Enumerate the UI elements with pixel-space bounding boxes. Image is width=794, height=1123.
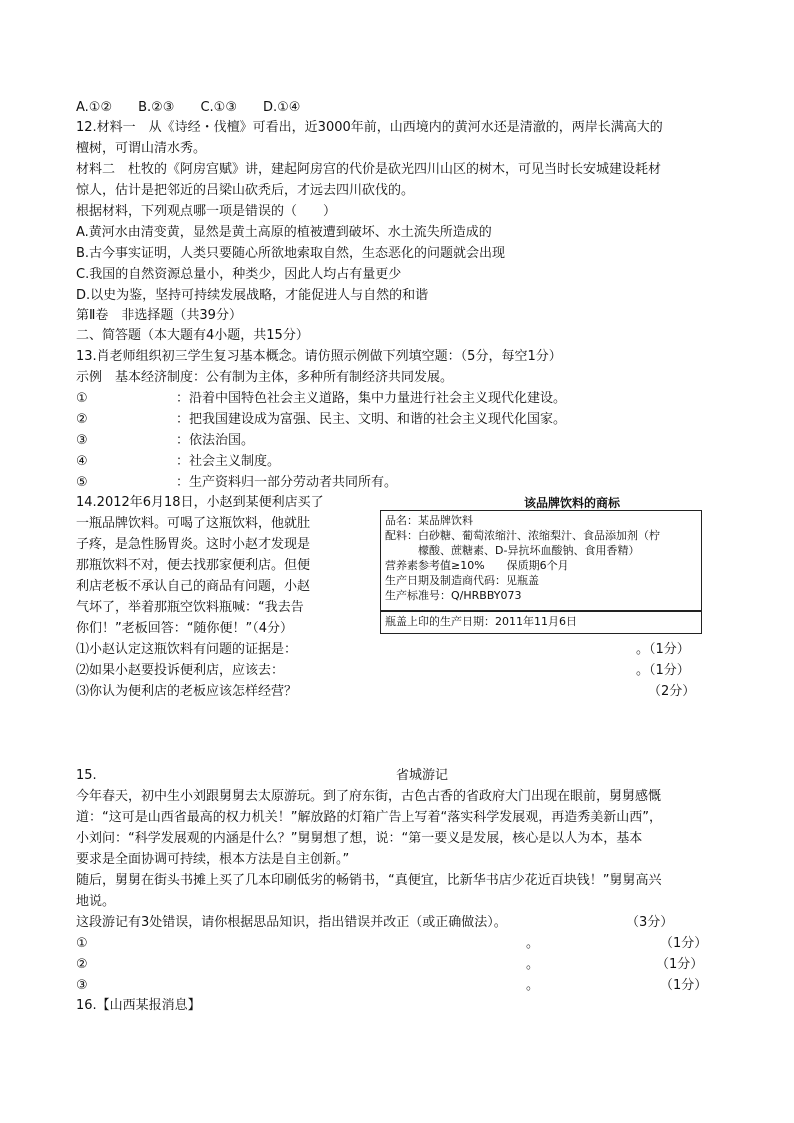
q15-number: 15. [76,768,97,783]
q15-task-score: （3分） [626,915,674,930]
q12-option-d: D.以史为鉴，坚持可持续发展战略，才能促进人与自然的和谐 [76,288,429,303]
q15-task: 这段游记有3处错误，请你根据思品知识，指出错误并改正（或正确做法）。 [76,915,507,930]
section-two-heading: 二、简答题（本大题有4小题，共15分） [76,328,309,343]
q15-answer-1: ① [76,936,88,951]
q13-item-5: ⑤ [76,475,88,490]
q12-stem: 根据材料，下列观点哪一项是错误的（ ） [76,204,337,219]
q14-sub2: ⑵如果小赵要投诉便利店，应该去： [76,663,285,678]
q15-answer-3-end: 。 [526,978,540,993]
q12-material1-line2: 檀树，可谓山清水秀。 [76,141,207,156]
q15-para2-line1: 随后，舅舅在街头书摊上买了几本印刷低劣的畅销书，“真便宜，比新华书店少花近百块钱！”舅舅高兴 [76,873,662,888]
q14-sub3-score: （2分） [648,684,696,699]
label-line: 生产标准号：Q/HRBBY073 [385,589,522,602]
q14-line-7: 你们！”老板回答：“随你便！”（4分） [76,621,293,636]
q14-line-4: 那瓶饮料不对，便去找那家便利店。但便 [76,558,311,573]
q14-sub1-score: 。（1分） [636,642,690,657]
q13-item-1: ① [76,391,88,406]
q13-item-3: ③ [76,433,88,448]
q15-answer-1-score: （1分） [660,936,708,951]
q15-answer-1-end: 。 [526,936,540,951]
q13-item-5-text: ：生产资料归一部分劳动者共同所有。 [176,475,398,490]
q15-title: 省城游记 [396,768,449,783]
q13-item-1-text: ：沿着中国特色社会主义道路，集中力量进行社会主义现代化建设。 [176,391,567,406]
q15-answer-2: ② [76,957,88,972]
part-two-heading: 第Ⅱ卷 非选择题（共39分） [76,308,242,323]
q13-item-3-text: ：依法治国。 [176,433,255,448]
label-line: 檬酸、蔗糖素、D-异抗坏血酸钠、食用香精） [385,544,640,557]
label-line: 生产日期及制造商代码：见瓶盖 [385,574,539,587]
q13-example: 示例 基本经济制度：公有制为主体，多种所有制经济共同发展。 [76,370,454,385]
q15-answer-2-end: 。 [526,957,540,972]
q15-para2-line2: 地说。 [76,894,116,909]
q12-option-a: A.黄河水由清变黄，显然是黄土高原的植被遭到破坏、水土流失所造成的 [76,225,492,240]
q13-item-2: ② [76,412,88,427]
q15-answer-2-score: （1分） [656,957,704,972]
q14-sub2-score: 。（1分） [636,663,690,678]
label-line: 配料：白砂糖、葡萄浓缩汁、浓缩梨汁、食品添加剂（柠 [385,529,660,542]
q15-para1-line4: 要求是全面协调可持续，根本方法是自主创新。” [76,852,350,867]
q15-para1-line2: 道：“这可是山西省最高的权力机关！”解放路的灯箱广告上写着“落实科学发展观，再造秀美新山西”， [76,810,662,825]
bottle-cap-date: 瓶盖上印的生产日期：2011年11月6日 [385,615,577,628]
q13-item-2-text: ：把我国建设成为富强、民主、文明、和谐的社会主义现代化国家。 [176,412,567,427]
q15-answer-3: ③ [76,978,88,993]
q14-line-3: 子疼，是急性肠胃炎。这时小赵才发现是 [76,537,311,552]
q13-item-4: ④ [76,454,88,469]
drink-label-box [380,510,702,612]
bottle-cap-date-box [380,610,702,634]
q15-answer-3-score: （1分） [660,978,708,993]
q12-material2-line2: 惊人，估计是把邻近的吕梁山砍秃后，才远去四川砍伐的。 [76,183,415,198]
q14-line-5: 利店老板不承认自己的商品有问题，小赵 [76,579,311,594]
q14-line-1: 14.2012年6月18日，小赵到某便利店买了 [76,495,324,510]
label-title: 该品牌饮料的商标 [524,496,621,510]
q13-item-4-text: ：社会主义制度。 [176,454,281,469]
q16-heading: 16.【山西某报消息】 [76,998,201,1013]
q12-material2-line1: 材料二 杜牧的《阿房宫赋》讲，建起阿房宫的代价是砍光四川山区的树木，可见当时长安城建设耗材 [76,162,662,177]
q14-sub3: ⑶你认为便利店的老板应该怎样经营？ [76,684,298,699]
q12-option-b: B.古今事实证明，人类只要随心所欲地索取自然，生态恶化的问题就会出现 [76,246,506,261]
q15-para1-line1: 今年春天，初中生小刘跟舅舅去太原游玩。到了府东街，古色古香的省政府大门出现在眼前，舅舅感慨 [76,789,662,804]
q14-line-2: 一瓶品牌饮料。可喝了这瓶饮料，他就肚 [76,516,311,531]
q13-stem: 13.肖老师组织初三学生复习基本概念。请仿照示例做下列填空题：（5分，每空1分） [76,349,562,364]
q12-option-c: C.我国的自然资源总量小，种类少，因此人均占有量更少 [76,267,402,282]
q14-sub1: ⑴小赵认定这瓶饮料有问题的证据是： [76,642,298,657]
label-line: 营养素参考值≥10% 保质期6个月 [385,559,569,572]
label-line: 品名：某品牌饮料 [385,514,473,527]
q11-options: A.①② B.②③ C.①③ D.①④ [76,100,301,115]
q14-line-6: 气坏了，举着那瓶空饮料瓶喊：“我去告 [76,600,304,615]
q15-para1-line3: 小刘问：“科学发展观的内涵是什么？”舅舅想了想，说：“第一要义是发展，核心是以人为本，基本 [76,831,643,846]
q12-material1-line1: 12.材料一 从《诗经・伐檀》可看出，近3000年前，山西境内的黄河水还是清澈的，两岸长满高大的 [76,120,663,135]
